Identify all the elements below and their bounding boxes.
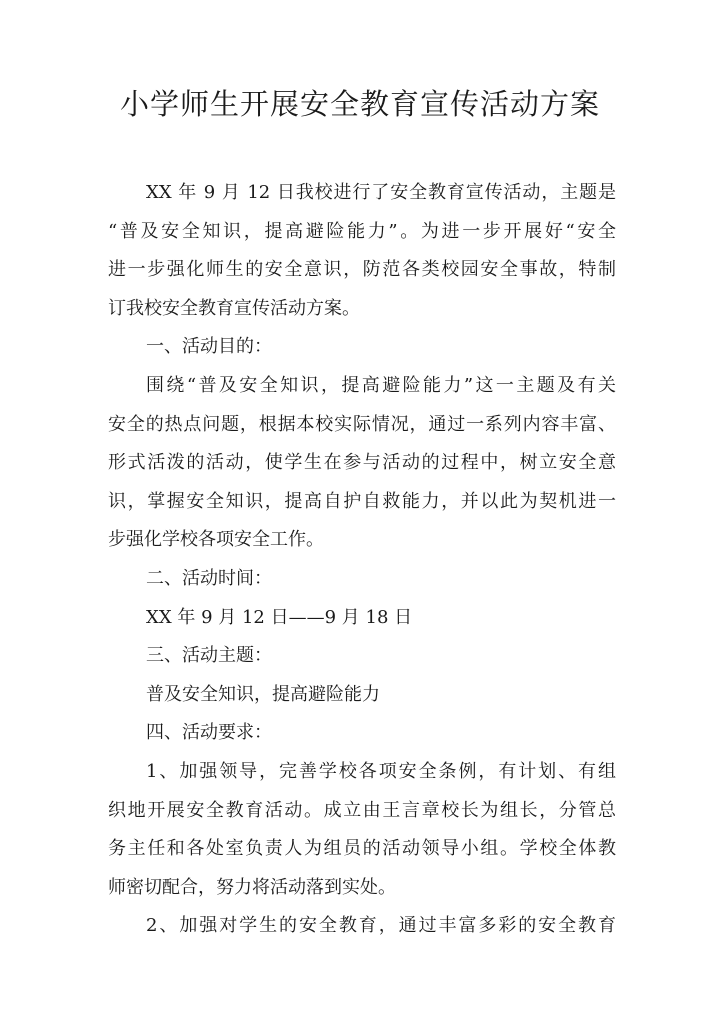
text-line: XX 年 9 月 12 日——9 月 18 日: [146, 606, 413, 628]
text-line: 进一步强化师生的安全意识，防范各类校园安全事故，特制: [108, 259, 616, 281]
text-line: 务主任和各处室负责人为组员的活动领导小组。学校全体教: [108, 838, 616, 860]
text-line: 步强化学校各项安全工作。: [108, 529, 324, 551]
text-line: 形式活泼的活动，使学生在参与活动的过程中，树立安全意: [108, 452, 616, 474]
text-line: 安全的热点问题，根据本校实际情况，通过一系列内容丰富、: [108, 413, 616, 435]
text-line: 1、加强领导，完善学校各项安全条例，有计划、有组: [146, 760, 616, 782]
text-line: 普及安全知识，提高避险能力: [146, 683, 380, 705]
document-body: [108, 174, 616, 946]
text-line: 围绕“普及安全知识，提高避险能力”这一主题及有关: [146, 374, 616, 396]
text-line: 识，掌握安全知识，提高自护自救能力，并以此为契机进一: [108, 490, 616, 512]
text-line: 二、活动时间：: [146, 567, 272, 589]
text-line: 订我校安全教育宣传活动方案。: [108, 297, 360, 319]
text-line: 织地开展安全教育活动。成立由王言章校长为组长，分管总: [108, 799, 616, 821]
text-line: 一、活动目的：: [146, 336, 272, 358]
text-line: 四、活动要求：: [146, 722, 272, 744]
document-title: 小学师生开展安全教育宣传活动方案: [119, 87, 600, 121]
text-line: 师密切配合，努力将活动落到实处。: [108, 876, 396, 898]
text-line: 三、活动主题：: [146, 645, 272, 667]
text-line: 2、加强对学生的安全教育，通过丰富多彩的安全教育: [146, 915, 616, 937]
text-line: XX 年 9 月 12 日我校进行了安全教育宣传活动，主题是: [146, 182, 616, 203]
text-line: “普及安全知识，提高避险能力”。为进一步开展好“安全: [108, 220, 616, 242]
